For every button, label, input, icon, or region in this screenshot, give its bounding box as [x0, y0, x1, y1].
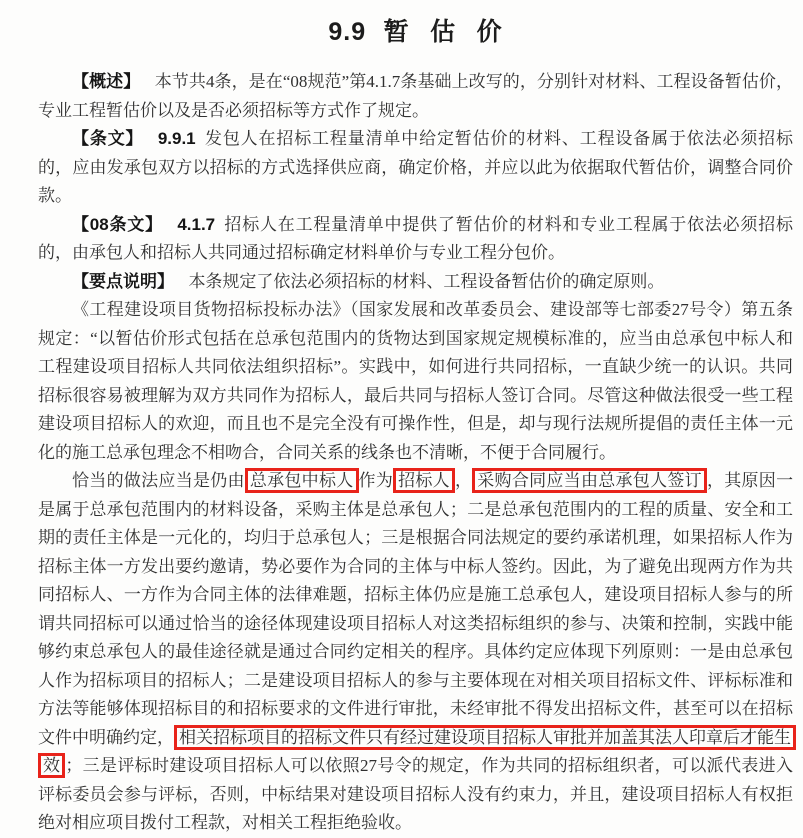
- clause08-text: 招标人在工程量清单中提供了暂估价的材料和专业工程属于依法必须招标的，由承包人和招标人共同通过招标确定材料单价与专业工程分包价。: [38, 214, 793, 262]
- clause-number: 9.9.1: [157, 129, 196, 148]
- page-title: [38, 12, 793, 48]
- regulation-text: 《工程建设项目货物招标投标办法》（国家发展和改革委员会、建设部等七部委27号令）第五条规定：“以暂估价形式包括在总承包范围内的货物达到国家规定规模标准的，应当由总承包中标人和工程建设项目招标人共同依法组织招标”。实践中，如何进行共同招标，一直缺少统一的认识。共同招标很容易被理解为双方共同作为招标人，最后共同与招标人签订合同。尽管这种做法很受一些工程建设项目招标人的欢迎，而且也不是完全没有可操作性，但是，却与现行法规所提倡的责任主体一元化的施工总承包理念不相吻合，合同关系的线条也不清晰，不便于合同履行。: [38, 300, 793, 462]
- keypoints-text: 本条规定了依法必须招标的材料、工程设备暂估价的确定原则。: [188, 271, 665, 291]
- keypoints-paragraph: [38, 268, 793, 297]
- practice-seg1: 恰当的做法应当是仍由: [72, 471, 245, 490]
- practice-seg3: ，: [454, 471, 473, 490]
- keypoints-label: 【要点说明】: [72, 271, 174, 291]
- practice-seg5: ；三是评标时建设项目招标人可以依照27号令的规定，作为共同的招标组织者，可以派代表进入评标委员会参与评标，否则，中标结果对建设项目招标人没有约束力，并且，建设项目招标人有权拒绝对相应项目拨付工程款，对相关工程拒绝验收。: [38, 756, 794, 832]
- overview-label: 【概述】: [72, 72, 141, 91]
- overview-paragraph: [38, 68, 793, 125]
- clause-label: 【条文】: [72, 129, 144, 148]
- clause-paragraph: [38, 125, 793, 211]
- highlight-box-procurement-contract: 采购合同应当由总承包人签订: [472, 468, 707, 493]
- highlight-box-tenderee: 招标人: [393, 468, 455, 493]
- clause08-number: 4.1.7: [177, 214, 216, 234]
- regulation-paragraph: [38, 296, 793, 467]
- highlight-box-winning-contractor: 总承包中标人: [245, 468, 359, 493]
- overview-text: 本节共4条，是在“08规范”第4.1.7条基础上改写的，分别针对材料、工程设备暂估价，专业工程暂估价以及是否必须招标等方式作了规定。: [38, 72, 793, 120]
- practice-seg4: ，其原因一是属于总承包范围内的材料设备，采购主体是总承包人；二是总承包范围内的工程的质量、安全和工期的责任主体是一元化的，均归于总承包人；三是根据合同法规定的要约承诺机理，如果招标人作为招标主体一方发出要约邀请，势必要作为合同的主体与中标人签约。因此，为了避免出现两方作为共同招标人、一方作为合同主体的法律难题，招标主体仍应是施工总承包人，建设项目招标人参与的所谓共同招标可以通过恰当的途径体现建设项目招标人对这类招标组织的参与、决策和控制，实践中能够约束总承包人的最佳途径就是通过合同约定相关的程序。具体约定应体现下列原则：一是由总承包人作为招标项目的招标人；二是建设项目招标人的参与主要体现在对相关项目招标文件、评标标准和方法等能够体现招标目的和招标要求的文件进行审批，未经审批不得发出招标文件，甚至可以在招标文件中明确约定，: [38, 471, 794, 747]
- practice-paragraph: [38, 467, 793, 838]
- clause08-paragraph: [38, 211, 793, 268]
- section-number: 9.9: [328, 18, 367, 46]
- practice-seg2: 作为: [358, 471, 394, 490]
- clause-text: 发包人在招标工程量清单中给定暂估价的材料、工程设备属于依法必须招标的，应由发承包双方以招标的方式选择供应商，确定价格，并应以此为依据取代暂估价，调整合同价款。: [38, 129, 794, 205]
- highlight-box-document-approval: 相关招标项目的招标文件只有经过建设项目招标人审批并加盖其法人印章后才能生效: [38, 725, 796, 779]
- section-title-text: 暂 估 价: [383, 18, 503, 46]
- clause08-label: 【08条文】: [72, 214, 163, 234]
